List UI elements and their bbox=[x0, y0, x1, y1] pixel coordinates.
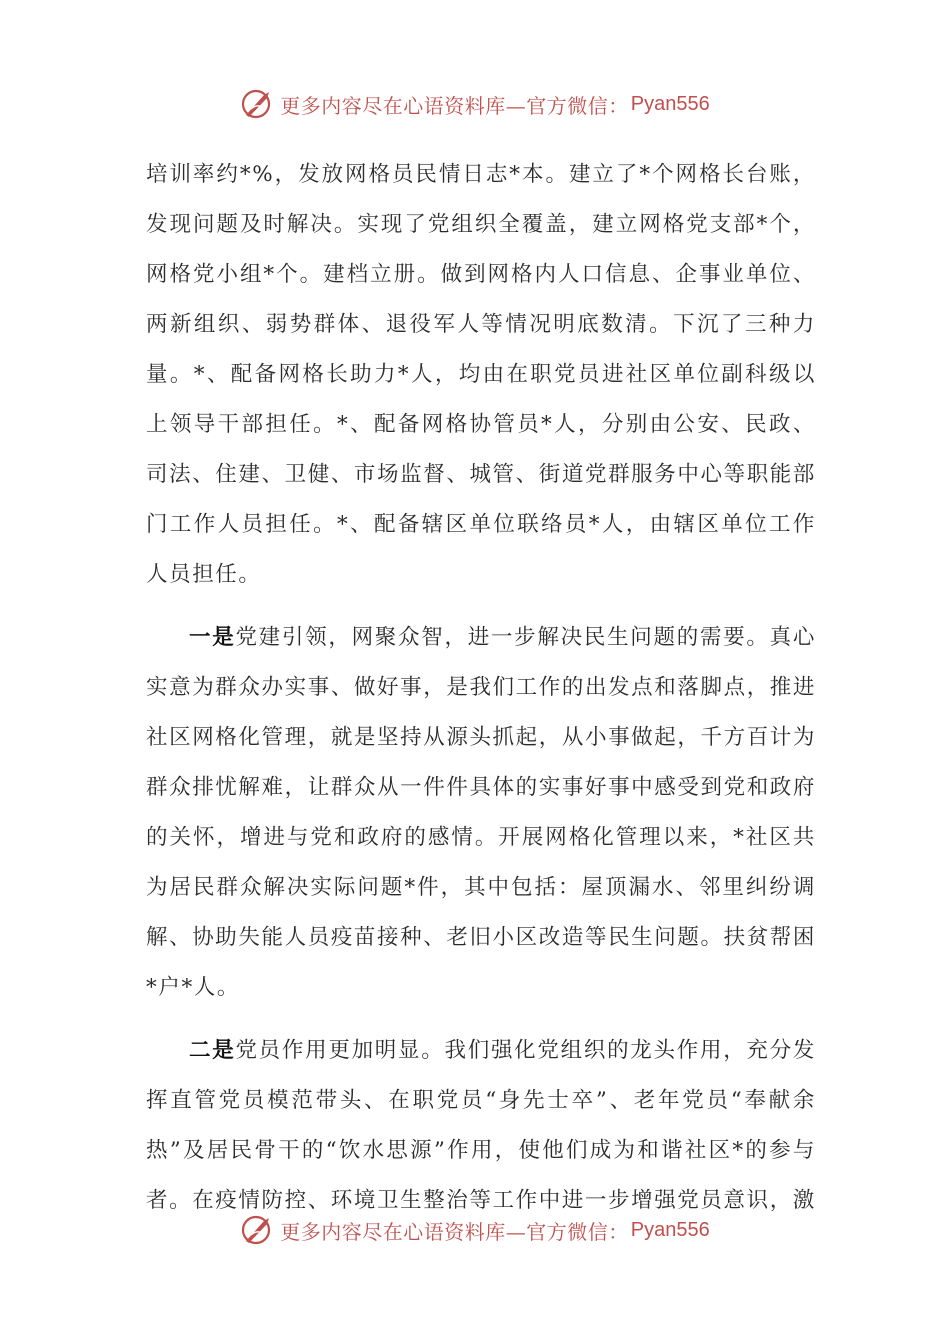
watermark-wechat-id: Pyan556 bbox=[630, 1218, 710, 1241]
document-body bbox=[146, 150, 816, 1226]
watermark-text: 更多内容尽在心语资料库—官方微信： bbox=[280, 1219, 629, 1244]
pen-logo-icon bbox=[240, 87, 274, 121]
pen-logo-icon bbox=[240, 1213, 274, 1247]
watermark-text: 更多内容尽在心语资料库—官方微信： bbox=[280, 93, 629, 118]
paragraph bbox=[146, 150, 816, 600]
watermark-wechat-id: Pyan556 bbox=[630, 92, 710, 115]
paragraph-text: 培训率约*%，发放网格员民情日志*本。建立了*个网格长台账，发现问题及时解决。实现了党组织全覆盖，建立网格党支部*个，网格党小组*个。建档立册。做到网格内人口信息、企事业单位、两新组织、弱势群体、退役军人等情况明底数清。下沉了三种力量。*、配备网格长助力*人，均由在职党员进社区单位副科级以上领导干部担任。*、配备网格协管员*人，分别由公安、民政、司法、住建、卫健、市场监督、城管、街道党群服务中心等职能部门工作人员担任。*、配备辖区单位联络员*人，由辖区单位工作人员担任。 bbox=[146, 162, 816, 587]
paragraph bbox=[146, 613, 816, 1013]
paragraph-lead: 一是 bbox=[189, 625, 236, 650]
paragraph-text: 党建引领，网聚众智，进一步解决民生问题的需要。真心实意为群众办实事、做好事，是我们工作的出发点和落脚点，推进社区网格化管理，就是坚持从源头抓起，从小事做起，千方百计为群众排忧解难，让群众从一件件具体的实事好事中感受到党和政府的关怀，增进与党和政府的感情。开展网格化管理以来，*社区共为居民群众解决实际问题*件，其中包括：屋顶漏水、邻里纠纷调解、协助失能人员疫苗接种、老旧小区改造等民生问题。扶贫帮困*户*人。 bbox=[146, 625, 816, 1000]
header-watermark bbox=[0, 84, 950, 124]
paragraph-lead: 二是 bbox=[189, 1038, 236, 1063]
paragraph bbox=[146, 1026, 816, 1226]
footer-watermark bbox=[0, 1210, 950, 1250]
paragraph-text: 党员作用更加明显。我们强化党组织的龙头作用，充分发挥直管党员模范带头、在职党员“身先士卒”、老年党员“奉献余热”及居民骨干的“饮水思源”作用，使他们成为和谐社区*的参与者。在疫情防控、环境卫生整治等工作中进一步增强党员意识，激 bbox=[146, 1038, 816, 1213]
